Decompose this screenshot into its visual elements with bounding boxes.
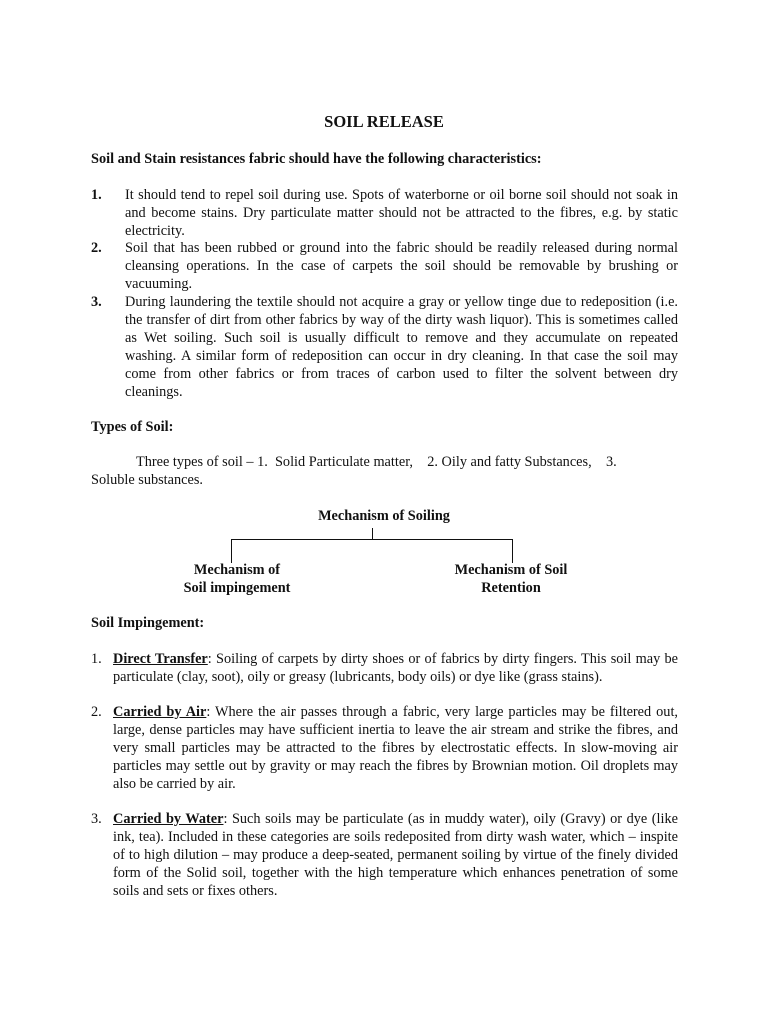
types-heading: Types of Soil:: [91, 419, 174, 435]
list-item-text: : Where the air passes through a fabric, very large particles may be filtered out, large, dense particles may have sufficient inertia to leave the air stream and strike the fibres, and very small particles may be attracted to the fibres by electrostatic effects. In slow-moving air particles may settle out by gravity or may reach the fibres by Brownian motion. Oil droplets may also be carried by air.: [113, 704, 678, 792]
list-number: 2.: [91, 240, 102, 256]
list-number: 1.: [91, 651, 102, 667]
list-number: 1.: [91, 187, 102, 203]
diagram-left-node: [157, 561, 317, 597]
diagram-right-label: Mechanism of Soil: [454, 562, 568, 578]
diagram-right-node: [431, 561, 591, 597]
diagram-root-label: Mechanism of Soiling: [318, 508, 450, 524]
list-item: During laundering the textile should not acquire a gray or yellow tinge due to redeposition (i.e. the transfer of dirt from other fabrics by way of the dirty wash liquor). This is sometimes called as Wet soiling. Such soil is usually difficult to remove and they accumulate on repeated washing. A similar form of redeposition can occur in dry cleaning. In that case the soil may come from other fabrics or from traces of carbon used to filter the solvent between dry cleanings.: [125, 294, 678, 400]
list-number: 3.: [91, 811, 102, 827]
list-number: 3.: [91, 294, 102, 310]
page-title: SOIL RELEASE: [324, 112, 444, 131]
list-item: [113, 810, 678, 900]
list-item: [113, 650, 678, 686]
diagram-connector: [512, 539, 513, 563]
diagram-connector: [231, 539, 513, 540]
types-line: Soluble substances.: [91, 472, 203, 488]
list-item-text: : Soiling of carpets by dirty shoes or of fabrics by dirty fingers. This soil may be particulate (clay, soot), oily or greasy (lubricants, body oils) or dye like (grass stains).: [113, 651, 678, 685]
intro-heading: Soil and Stain resistances fabric should have the following characteristics:: [91, 151, 542, 167]
types-line: Three types of soil – 1. Solid Particulate matter, 2. Oily and fatty Substances, 3.: [136, 454, 617, 470]
list-number: 2.: [91, 704, 102, 720]
list-item: It should tend to repel soil during use. Spots of waterborne or oil borne soil should not soak in and become stains. Dry particulate matter should not be attracted to the fibres, e.g. by static electricity.: [125, 187, 678, 239]
list-item: [113, 703, 678, 793]
list-item-term: Carried by Air: [113, 704, 207, 720]
list-item-text: : Such soils may be particulate (as in muddy water), oily (Gravy) or dye (like ink, tea). Included in these categories are soils redeposited from dirty wash water, which – inspite of to high dilution – may produce a deep-seated, permanent soiling by virtue of the finely divided form of the Solid soil, together with the high temperature which enhances penetration of some soils and sets or fixes others.: [113, 811, 678, 899]
impingement-heading: Soil Impingement:: [91, 615, 205, 631]
diagram-connector: [231, 539, 232, 563]
list-item: Soil that has been rubbed or ground into the fabric should be readily released during normal cleansing operations. In the case of carpets the soil should be removable by brushing or vacuuming.: [125, 240, 678, 292]
list-item-term: Carried by Water: [113, 811, 224, 827]
diagram-left-label: Mechanism of: [193, 562, 281, 578]
diagram-right-label: Retention: [481, 580, 541, 596]
list-item-term: Direct Transfer: [113, 651, 208, 667]
diagram-left-label: Soil impingement: [183, 580, 291, 596]
